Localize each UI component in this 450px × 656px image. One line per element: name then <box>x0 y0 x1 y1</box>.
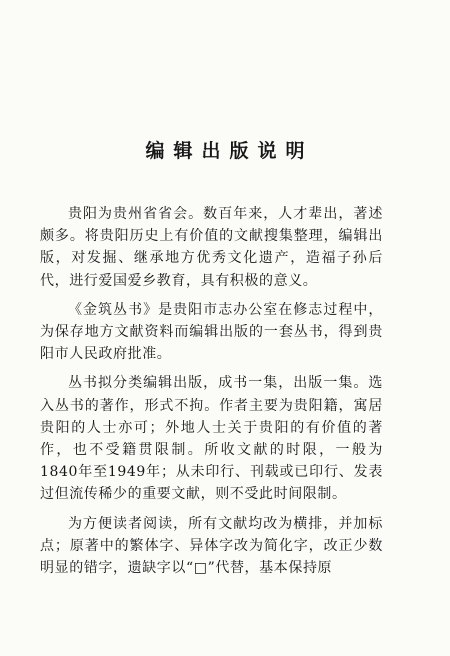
page-title: 编辑出版说明 <box>145 140 314 162</box>
paragraph: 贵阳为贵州省省会。数百年来，人才辈出，著述颇多。将贵阳历史上有价值的文献搜集整理，编辑出版，对发掘、继承地方优秀文化遗产，造福子孙后代，进行爱国爱乡教育，具有积极的意义。 <box>40 206 383 289</box>
paragraph: 《金筑丛书》是贵阳市志办公室在修志过程中，为保存地方文献资料而编辑出版的一套丛书，得到贵阳市人民政府批准。 <box>40 301 383 363</box>
paragraph: 为方便读者阅读，所有文献均改为横排，并加标点；原著中的繁体字、异体字改为简化字，改正少数明显的错字，遗缺字以“□”代替，基本保持原 <box>40 515 383 577</box>
body-text <box>40 203 383 579</box>
paragraph: 丛书拟分类编辑出版，成书一集，出版一集。选入丛书的著作，形式不拘。作者主要为贵阳籍，寓居贵阳的人士亦可；外地人士关于贵阳的有价值的著作，也不受籍贯限制。所收文献的时限，一般为1840年至1949年；从未印行、刊载或已印行、发表过但流传稀少的重要文献，则不受此时间限制。 <box>40 375 383 503</box>
